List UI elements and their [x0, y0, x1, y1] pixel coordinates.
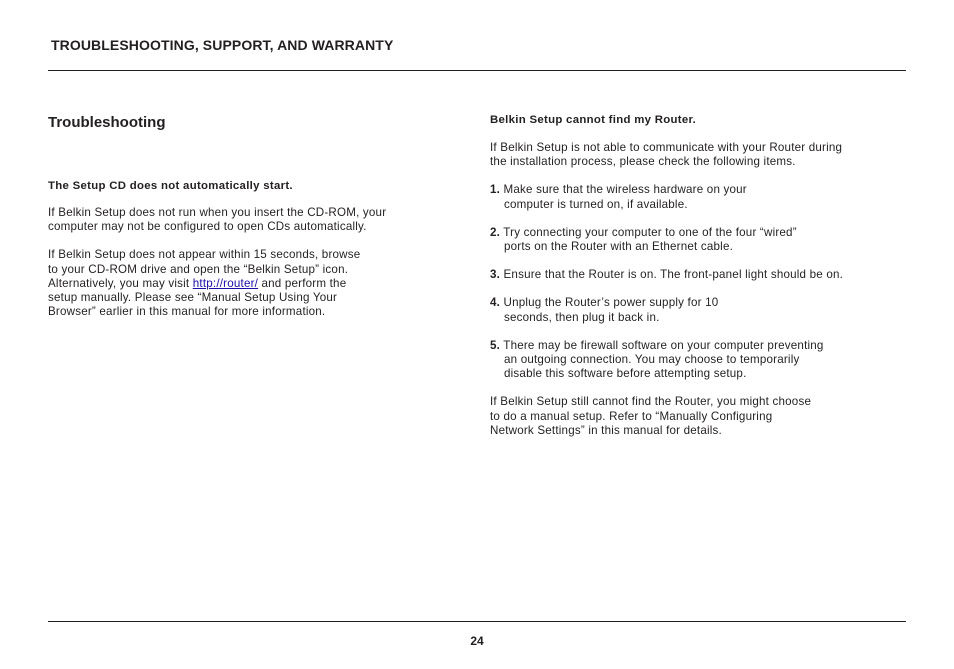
left-column [48, 113, 448, 319]
list-number: 2. [490, 225, 501, 239]
section-title: Troubleshooting [48, 114, 166, 131]
text-line: the installation process, please check the following items. [490, 155, 796, 169]
text-line: If Belkin Setup is not able to communicate with your Router during [490, 141, 843, 154]
list-text: There may be firewall software on your computer preventing [503, 338, 824, 352]
page-header-title: TROUBLESHOOTING, SUPPORT, AND WARRANTY [51, 37, 394, 53]
text-line [48, 277, 448, 291]
list-item [490, 296, 900, 324]
list-item-line [490, 268, 900, 282]
list-text: disable this software before attempting setup. [504, 367, 747, 381]
list-text: Ensure that the Router is on. The front-panel light should be on. [503, 268, 844, 282]
text-fragment: Alternatively, you may visit [48, 276, 193, 290]
paragraph-cd-autorun [48, 206, 448, 234]
list-text: Make sure that the wireless hardware on your [503, 183, 747, 197]
page-number: 24 [470, 634, 484, 648]
text-line: to do a manual setup. Refer to “Manually Configuring [490, 409, 773, 423]
list-text: computer is turned on, if available. [504, 197, 688, 211]
list-item-line [490, 226, 900, 240]
list-item-line [490, 183, 900, 197]
router-link[interactable]: http://router/ [192, 276, 259, 290]
list-text: seconds, then plug it back in. [504, 310, 660, 324]
text-fragment: and perform the [258, 276, 347, 290]
list-text: an outgoing connection. You may choose to temporarily [504, 353, 800, 367]
list-item [490, 268, 900, 282]
text-line: If Belkin Setup still cannot find the Router, you might choose [490, 395, 812, 409]
list-item-line [490, 296, 900, 310]
paragraph-outro [490, 395, 900, 438]
text-line: setup manually. Please see “Manual Setup Using Your [48, 291, 338, 305]
footer-divider [48, 621, 906, 622]
text-line: computer may not be configured to open CDs automatically. [48, 220, 367, 234]
header-divider [48, 70, 906, 71]
list-text: ports on the Router with an Ethernet cable. [504, 240, 734, 254]
list-item [490, 226, 900, 254]
subhead-setup-cd: The Setup CD does not automatically start. [48, 180, 293, 192]
right-column [490, 113, 900, 438]
list-number: 4. [490, 296, 501, 310]
list-item [490, 183, 900, 211]
list-item-line [490, 339, 900, 353]
text-line: If Belkin Setup does not appear within 15 seconds, browse [48, 248, 361, 262]
list-text: Try connecting your computer to one of the four “wired” [503, 225, 797, 239]
paragraph-browse-cd [48, 248, 448, 319]
text-line: If Belkin Setup does not run when you insert the CD-ROM, your [48, 206, 387, 219]
text-line: Network Settings” in this manual for details. [490, 423, 722, 437]
list-number: 5. [490, 338, 501, 352]
text-line: to your CD-ROM drive and open the “Belkin Setup” icon. [48, 262, 349, 276]
list-number: 3. [490, 268, 501, 282]
list-text: Unplug the Router’s power supply for 10 [503, 296, 719, 310]
text-line: Browser” earlier in this manual for more information. [48, 305, 326, 319]
list-number: 1. [490, 183, 501, 197]
list-item [490, 339, 900, 382]
paragraph-intro [490, 141, 900, 169]
subhead-setup-cannot-find: Belkin Setup cannot find my Router. [490, 114, 697, 126]
